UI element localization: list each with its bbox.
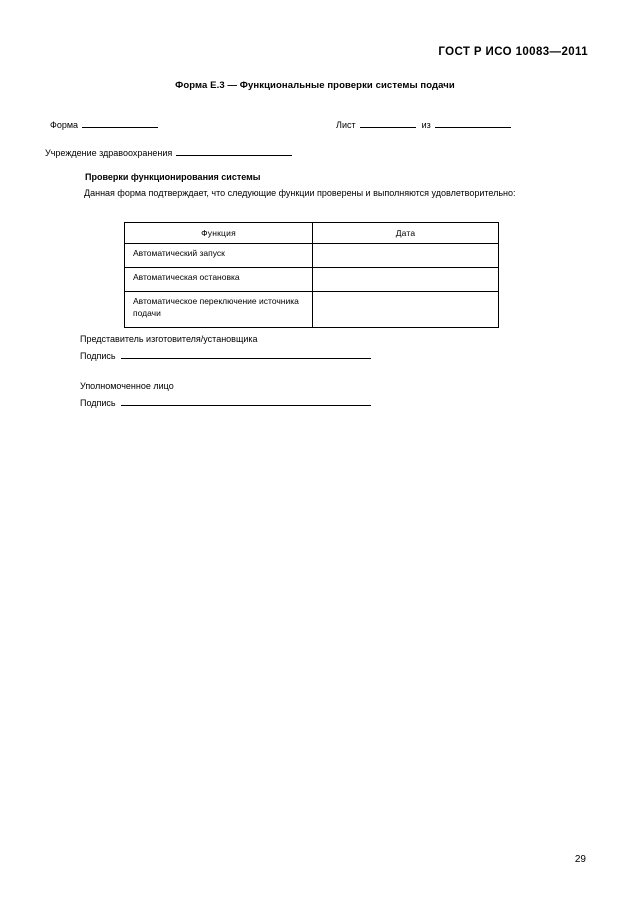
- signature-rule: [121, 396, 371, 406]
- form-label: Форма: [50, 120, 79, 130]
- organization-label: Учреждение здравоохранения: [45, 148, 173, 158]
- signature-block-authorized-person: [80, 381, 371, 408]
- function-cell: Автоматическая остановка: [125, 268, 313, 292]
- form-title: Форма Е.3 — Функциональные проверки системы подачи: [175, 80, 455, 91]
- signature-role: Уполномоченное лицо: [80, 381, 174, 391]
- column-header-date: Дата: [313, 223, 499, 244]
- function-cell: Автоматический запуск: [125, 244, 313, 268]
- date-cell[interactable]: [313, 292, 499, 328]
- form-value-rule: [82, 118, 158, 128]
- date-cell[interactable]: [313, 244, 499, 268]
- table-header-row: [125, 223, 499, 244]
- date-cell[interactable]: [313, 268, 499, 292]
- organization-value-rule: [176, 146, 292, 156]
- total-sheets-rule: [435, 118, 511, 128]
- table-row: [125, 268, 499, 292]
- column-header-function: Функция: [125, 223, 313, 244]
- form-identification-row: [50, 118, 590, 130]
- signature-rule: [121, 349, 371, 359]
- table-row: [125, 292, 499, 328]
- page-number: 29: [574, 854, 586, 865]
- paragraph-text: Данная форма подтверждает, что следующие функции проверены и выполняются удовлетворительно:: [84, 188, 516, 198]
- organization-row: [45, 146, 292, 158]
- signature-label: Подпись: [80, 351, 116, 361]
- functional-checks-table: [124, 222, 499, 328]
- section-subheading: Проверки функционирования системы: [85, 172, 261, 182]
- sheet-value-rule: [360, 118, 416, 128]
- signature-block-manufacturer: [80, 334, 371, 361]
- signature-label: Подпись: [80, 398, 116, 408]
- of-label: из: [421, 120, 431, 130]
- sheet-label: Лист: [336, 120, 356, 130]
- signature-role: Представитель изготовителя/установщика: [80, 334, 258, 344]
- table-row: [125, 244, 499, 268]
- section-paragraph: [50, 186, 590, 200]
- function-cell: Автоматическое переключение источника подачи: [125, 292, 313, 328]
- standard-header: ГОСТ Р ИСО 10083—2011: [438, 46, 588, 58]
